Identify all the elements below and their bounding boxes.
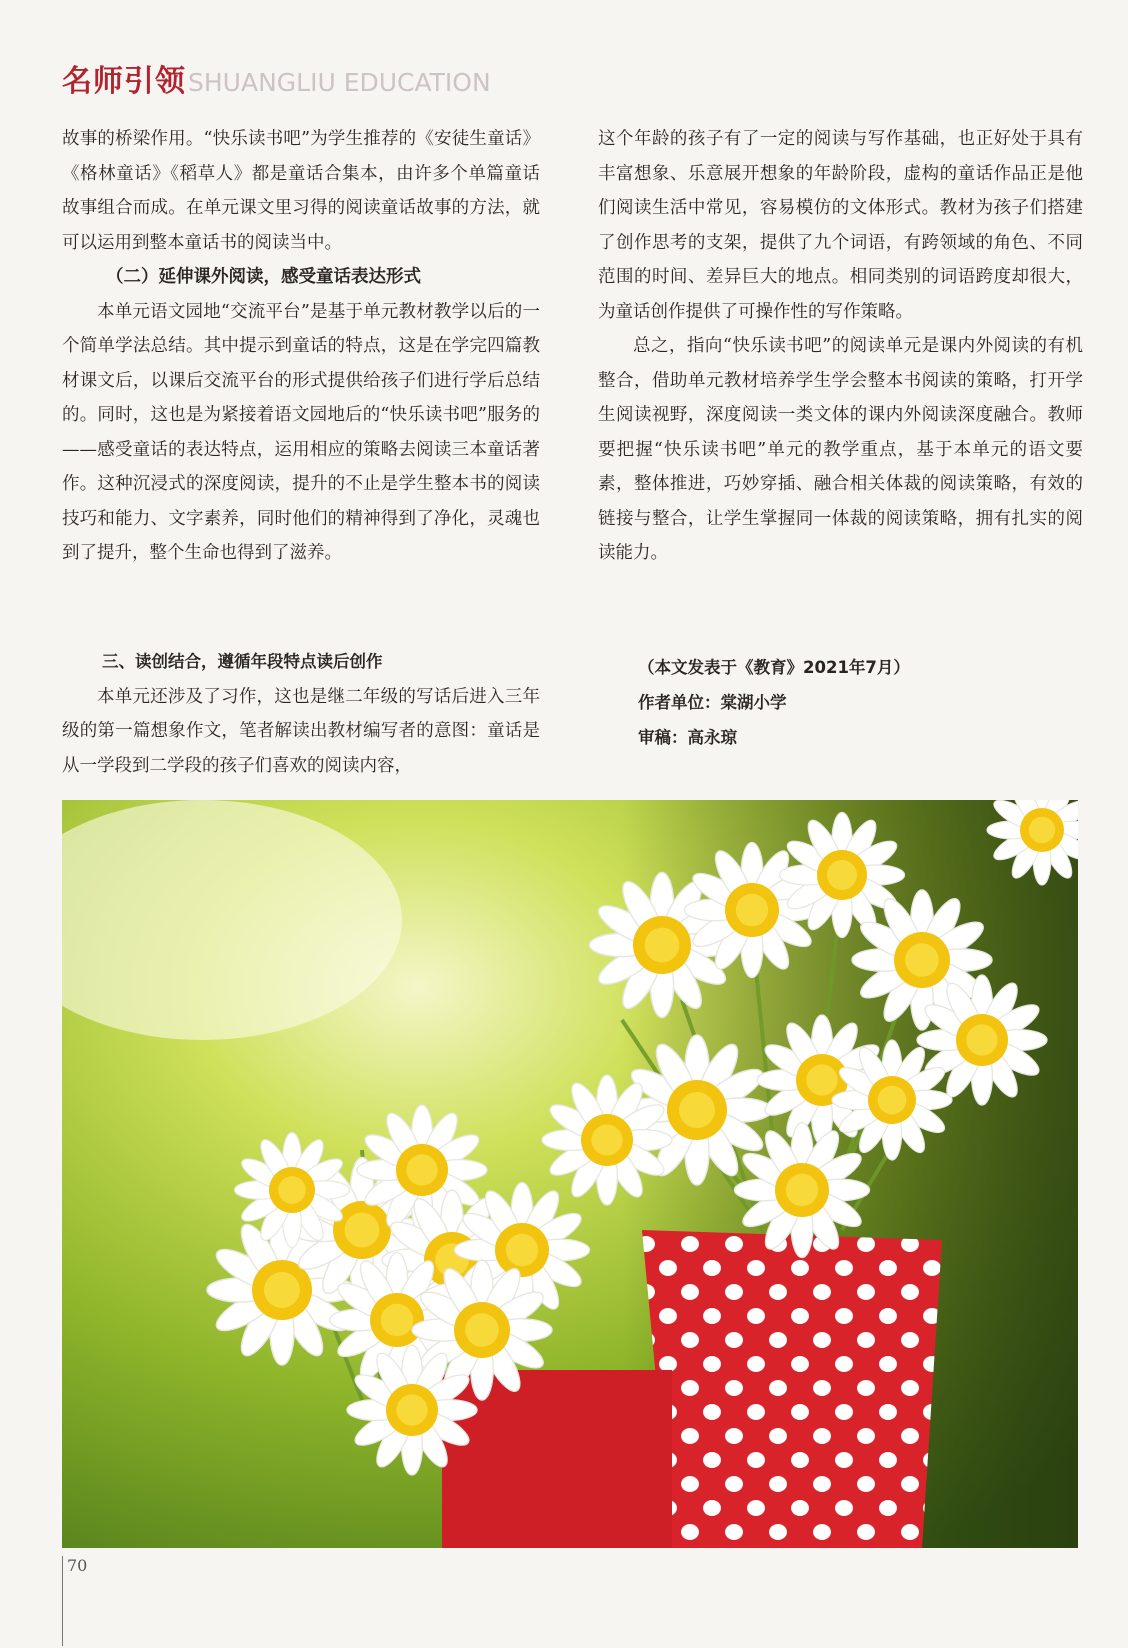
paragraph: 这个年龄的孩子有了一定的阅读与写作基础，也正好处于具有丰富想象、乐意展开想象的年龄阶段，虚构的童话作品正是他们阅读生活中常见，容易模仿的文体形式。教材为孩子们搭建了创作思考的支架，提供了九个词语，有跨领域的角色、不同范围的时间、差异巨大的地点。相同类别的词语跨度却很大，为童话创作提供了可操作性的写作策略。 <box>598 129 1083 322</box>
paragraph: 本单元语文园地“交流平台”是基于单元教材教学以后的一个简单学法总结。其中提示到童话的特点，这是在学完四篇教材课文后，以课后交流平台的形式提供给孩子们进行学后总结的。同时，这也是为紧接着语文园地后的“快乐读书吧”服务的——感受童话的表达特点，运用相应的策略去阅读三本童话著作。这种沉浸式的深度阅读，提升的不止是学生整本书的阅读技巧和能力、文字素养，同时他们的精神得到了净化，灵魂也到了提升，整个生命也得到了滋养。 <box>62 301 540 563</box>
reviewer: 审稿：高永琼 <box>638 728 737 747</box>
polka-dot-pot <box>642 1230 942 1548</box>
paragraph: 总之，指向“快乐读书吧”的阅读单元是课内外阅读的有机整合，借助单元教材培养学生学会整本书阅读的策略，打开学生阅读视野，深度阅读一类文体的课内外阅读深度融合。教师要把握“快乐读书吧”单元的教学重点，基于本单元的语文要素，整体推进，巧妙穿插、融合相关体裁的阅读策略，有效的链接与整合，让学生掌握同一体裁的阅读策略，拥有扎实的阅读能力。 <box>598 336 1083 563</box>
author-unit: 作者单位：棠湖小学 <box>638 693 787 712</box>
section-three <box>62 645 540 783</box>
left-column <box>62 122 540 571</box>
published-info: （本文发表于《教育》2021年7月） <box>638 658 910 677</box>
publication-name: SHUANGLIU EDUCATION <box>188 68 491 97</box>
publication-note <box>638 650 910 755</box>
magazine-header <box>62 56 491 100</box>
section-heading: 三、读创结合，遵循年段特点读后创作 <box>102 652 383 671</box>
paragraph: 本单元还涉及了习作，这也是继二年级的写话后进入三年级的第一篇想象作文，笔者解读出教材编写者的意图：童话是从一学段到二学段的孩子们喜欢的阅读内容， <box>62 686 540 776</box>
paragraph: 故事的桥梁作用。“快乐读书吧”为学生推荐的《安徒生童话》《格林童话》《稻草人》都是童话合集本，由许多个单篇童话故事组合而成。在单元课文里习得的阅读童话故事的方法，就可以运用到整本童话书的阅读当中。 <box>62 129 540 253</box>
right-column <box>598 122 1083 571</box>
section-title: 名师引领 <box>62 64 186 99</box>
daisy-photo <box>62 800 1078 1548</box>
subsection-heading: （二）延伸课外阅读，感受童话表达形式 <box>106 267 421 287</box>
daisy-illustration <box>62 800 1078 1548</box>
page-number: 70 <box>62 1556 87 1646</box>
